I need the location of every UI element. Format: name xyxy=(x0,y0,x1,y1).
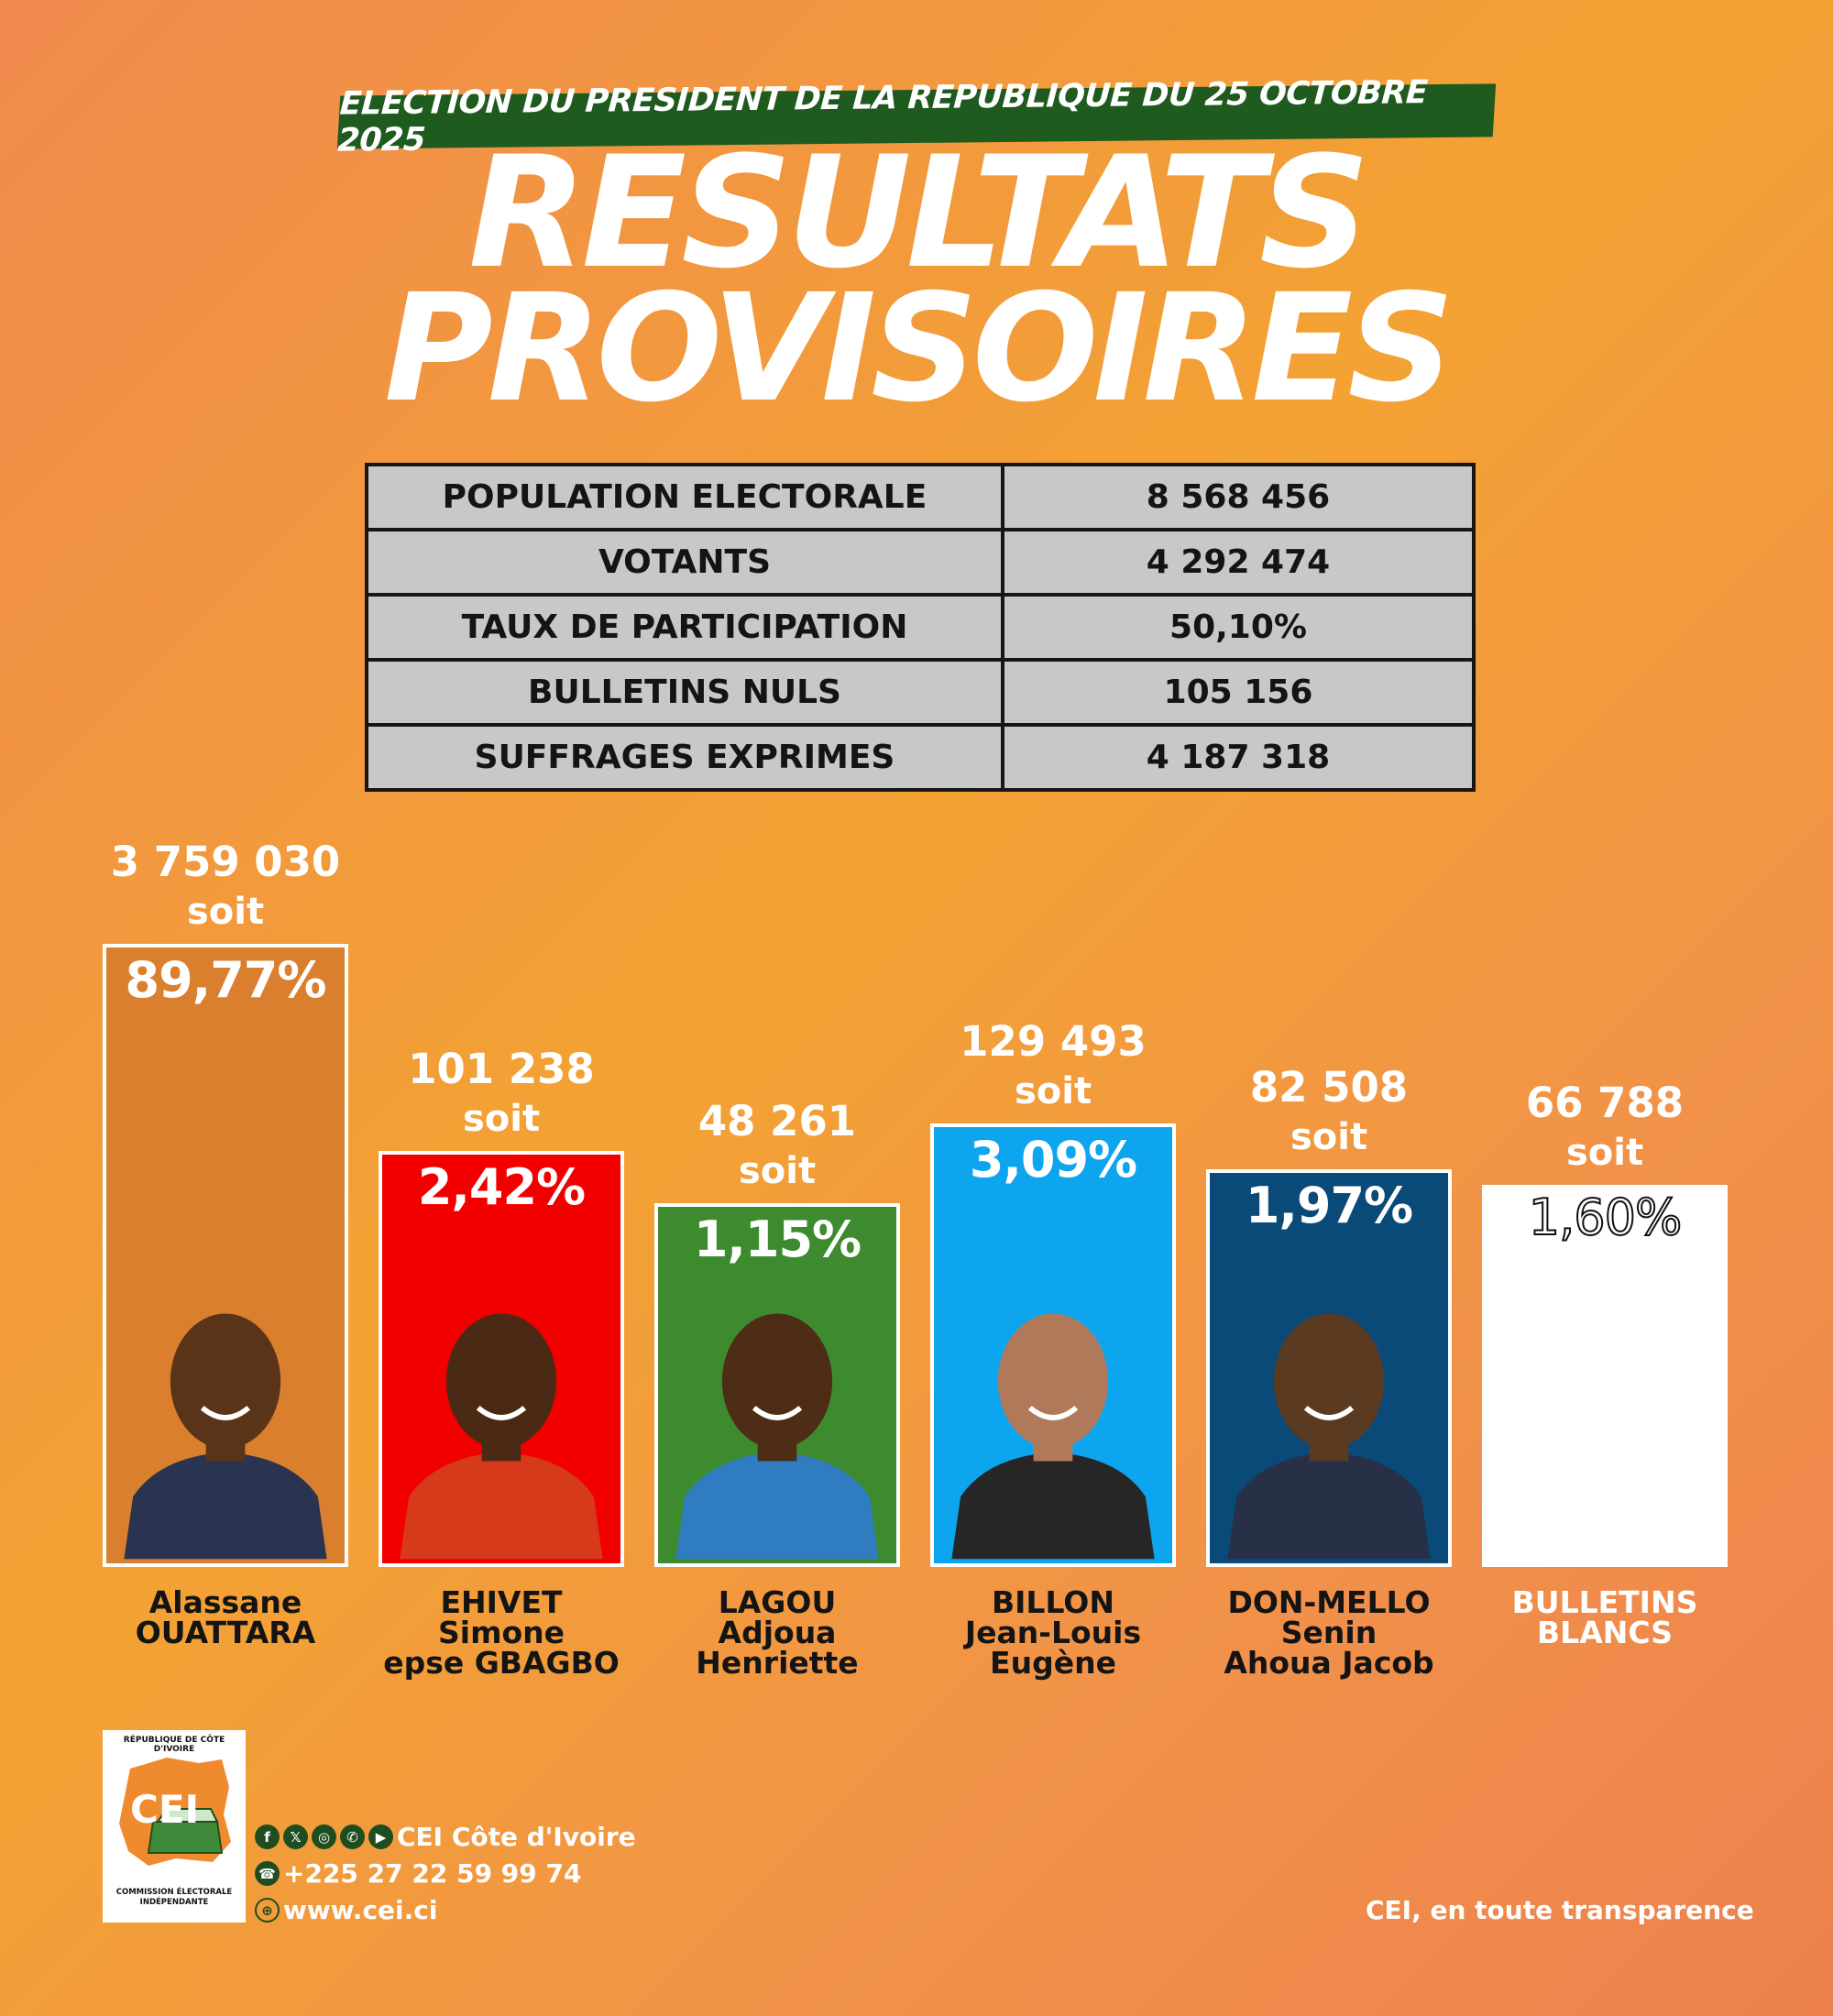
bar-soit-label: soit xyxy=(1290,1116,1368,1159)
candidate-name-line: Alassane xyxy=(148,1584,302,1620)
bar-vote-label xyxy=(75,838,376,937)
subtitle-text: ELECTION DU PRESIDENT DE LA REPUBLIQUE DU 25 OCTOBRE 2025 xyxy=(336,74,1429,159)
logo-cei-text: CEI xyxy=(130,1787,200,1832)
phone-icon: ☎ xyxy=(255,1861,280,1886)
candidate-name-line: DON-MELLO xyxy=(1227,1584,1431,1620)
stats-label: VOTANTS xyxy=(367,530,1003,595)
bar-soit-label: soit xyxy=(186,891,265,933)
bar-soit-label: soit xyxy=(1014,1069,1092,1112)
bar-vote-label xyxy=(1179,1063,1479,1162)
candidate-portrait xyxy=(934,1270,1172,1563)
bar-vote-count: 101 238 xyxy=(408,1045,595,1094)
slogan: CEI, en toute transparence xyxy=(1366,1895,1754,1925)
stats-value: 50,10% xyxy=(1003,595,1474,660)
bar-percent-label: 1,97% xyxy=(1245,1177,1413,1235)
bar xyxy=(1482,1185,1728,1567)
candidate-portrait xyxy=(106,1270,345,1563)
logo-country-text: RÉPUBLIQUE DE CÔTE D'IVOIRE xyxy=(123,1736,225,1754)
stats-value: 4 292 474 xyxy=(1003,530,1474,595)
facebook-icon[interactable]: f xyxy=(255,1824,280,1849)
logo-bottom-line-2: INDÉPENDANTE xyxy=(139,1898,209,1907)
candidate-name-line: Jean-Louis xyxy=(964,1615,1142,1650)
bar-vote-count: 82 508 xyxy=(1249,1063,1409,1112)
whatsapp-icon[interactable]: ✆ xyxy=(340,1824,365,1849)
bar-percent-label: 89,77% xyxy=(125,951,326,1009)
cei-logo xyxy=(103,1730,246,1923)
bar-vote-label xyxy=(351,1045,652,1144)
candidate-name xyxy=(84,1584,367,1650)
bar xyxy=(379,1151,624,1567)
youtube-icon[interactable]: ▶ xyxy=(368,1824,393,1849)
bar-soit-label: soit xyxy=(1565,1132,1644,1174)
candidate-name-line: Senin xyxy=(1280,1615,1377,1650)
candidate-name-line: Simone xyxy=(437,1615,565,1650)
candidate-name-line: EHIVET xyxy=(440,1584,563,1620)
stats-value: 105 156 xyxy=(1003,660,1474,725)
bar-vote-label xyxy=(903,1017,1203,1116)
stats-label: SUFFRAGES EXPRIMES xyxy=(367,725,1003,790)
candidate-name-line: Henriette xyxy=(696,1645,859,1681)
candidate-name-line: epse GBAGBO xyxy=(383,1645,620,1681)
candidate-portrait xyxy=(1210,1270,1448,1563)
title-line-2: PROVISOIRES xyxy=(384,263,1449,435)
bar-vote-count: 129 493 xyxy=(960,1016,1147,1066)
bar xyxy=(930,1123,1176,1567)
stats-label: BULLETINS NULS xyxy=(367,660,1003,725)
candidate-name-line: BULLETINS xyxy=(1511,1584,1698,1620)
candidate-name xyxy=(1188,1584,1470,1681)
bar-vote-count: 3 759 030 xyxy=(110,838,341,886)
candidate-name-line: Ahoua Jacob xyxy=(1224,1645,1434,1681)
candidate-name-line: Eugène xyxy=(990,1645,1116,1681)
bar-vote-count: 66 788 xyxy=(1525,1079,1685,1127)
candidate-name-line: BLANCS xyxy=(1537,1615,1673,1650)
stats-value: 4 187 318 xyxy=(1003,725,1474,790)
candidate-name-line: OUATTARA xyxy=(135,1615,316,1650)
bar xyxy=(103,944,348,1567)
bar-vote-label xyxy=(1454,1079,1755,1178)
social-label[interactable]: CEI Côte d'Ivoire xyxy=(397,1822,636,1852)
globe-icon: ⊕ xyxy=(255,1898,280,1923)
instagram-icon[interactable]: ◎ xyxy=(312,1824,336,1849)
candidate-name-line: BILLON xyxy=(992,1584,1114,1620)
candidate-name xyxy=(1464,1584,1746,1650)
bar-soit-label: soit xyxy=(462,1098,541,1141)
bar xyxy=(654,1203,900,1567)
logo-commission-text xyxy=(103,1888,246,1908)
phone-number[interactable]: +225 27 22 59 99 74 xyxy=(283,1858,582,1889)
candidate-name xyxy=(360,1584,642,1681)
stats-value: 8 568 456 xyxy=(1003,465,1474,530)
bar-percent-label: 1,15% xyxy=(693,1211,862,1269)
stats-label: POPULATION ELECTORALE xyxy=(367,465,1003,530)
social-row xyxy=(255,1822,636,1852)
bar xyxy=(1206,1169,1452,1567)
candidate-name-line: LAGOU xyxy=(718,1584,837,1620)
website-link[interactable]: www.cei.ci xyxy=(283,1895,438,1925)
candidate-name xyxy=(912,1584,1194,1681)
bar-vote-count: 48 261 xyxy=(697,1097,857,1146)
bar-vote-label xyxy=(627,1097,927,1196)
candidate-portrait xyxy=(658,1270,896,1563)
website-row xyxy=(255,1895,437,1925)
candidate-portrait xyxy=(382,1270,620,1563)
bar-percent-label: 2,42% xyxy=(417,1158,586,1217)
candidate-name-line: Adjoua xyxy=(718,1615,837,1650)
phone-row xyxy=(255,1858,581,1889)
bar-percent-label: 1,60% xyxy=(1528,1189,1682,1246)
title-line-1: RESULTATS xyxy=(468,123,1365,302)
x-icon[interactable]: 𝕏 xyxy=(283,1824,308,1849)
logo-bottom-line-1: COMMISSION ÉLECTORALE xyxy=(115,1888,233,1897)
bar-soit-label: soit xyxy=(738,1150,817,1193)
bar-percent-label: 3,09% xyxy=(969,1130,1137,1189)
candidate-name xyxy=(636,1584,918,1681)
stats-label: TAUX DE PARTICIPATION xyxy=(367,595,1003,660)
